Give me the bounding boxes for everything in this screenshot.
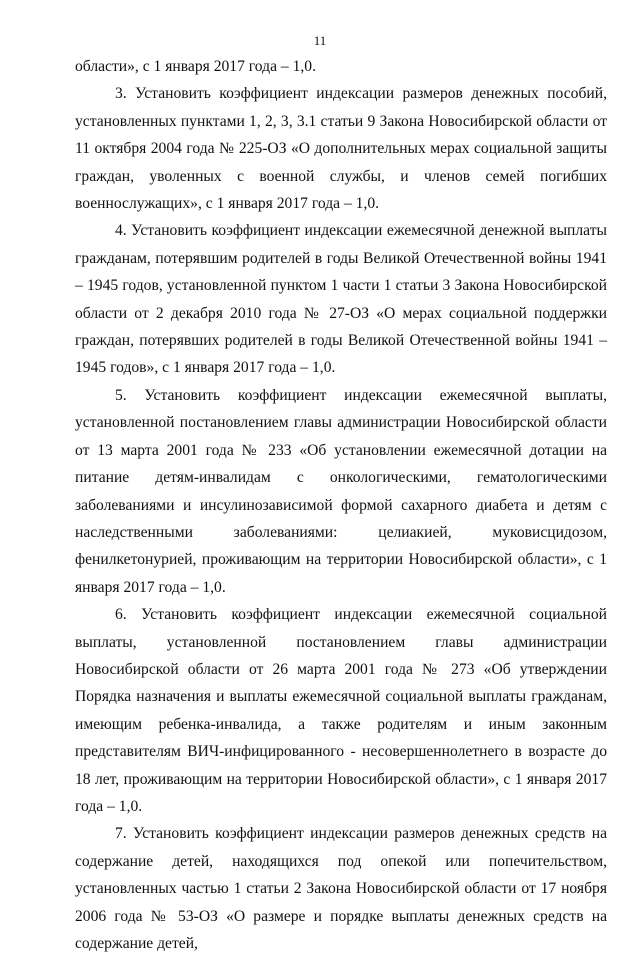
paragraph-item-6: 6. Установить коэффициент индексации ежемесячной социальной выплаты, установленной постановлением главы администрации Новосибирской области от 26 марта 2001 года № 273 «Об утверждении Порядка назначения и выплаты ежемесячной социальной выплаты гражданам, имеющим ребенка-инвалида, а также родителям и иным законным представителям ВИЧ-инфицированного - несовершеннолетнего в возрасте до 18 лет, проживающим на территории Новосибирской области», с 1 января 2017 года – 1,0. xyxy=(75,606,607,815)
paragraph-item-7: 7. Установить коэффициент индексации размеров денежных средств на содержание детей, находящихся под опекой или попечительством, установленных частью 1 статьи 2 Закона Новосибирской области от 17 ноября 2006 года № 53-ОЗ «О размере и порядке выплаты денежных средств на содержание детей, xyxy=(75,825,607,952)
page-number: 11 xyxy=(313,33,327,48)
paragraph-item-3: 3. Установить коэффициент индексации размеров денежных пособий, установленных пунктами 1, 2, 3, 3.1 статьи 9 Закона Новосибирской области от 11 октября 2004 года № 225-ОЗ «О дополнительных мерах социальной защиты граждан, уволенных с военной службы, и членов семей погибших военнослужащих», с 1 января 2017 года – 1,0. xyxy=(75,85,607,213)
document-body xyxy=(75,53,607,957)
paragraph-item-4: 4. Установить коэффициент индексации ежемесячной денежной выплаты гражданам, потерявшим родителей в годы Великой Отечественной войны 1941 – 1945 годов, установленной пунктом 1 части 1 статьи 3 Закона Новосибирской области от 2 декабря 2010 года № 27-ОЗ «О мерах социальной поддержки граждан, потерявших родителей в годы Великой Отечественной войны 1941 – 1945 годов», с 1 января 2017 года – 1,0. xyxy=(75,222,607,377)
paragraph-item-5: 5. Установить коэффициент индексации ежемесячной выплаты, установленной постановлением главы администрации Новосибирской области от 13 марта 2001 года № 233 «Об установлении ежемесячной дотации на питание детям-инвалидам с онкологическими, гематологическими заболеваниями и инсулинозависимой формой сахарного диабета и детям с наследственными заболеваниями: целиакией, муковисцидозом, фенилкетонурией, проживающим на территории Новосибирской области», с 1 января 2017 года – 1,0. xyxy=(75,386,607,596)
paragraph-continuation: области», с 1 января 2017 года – 1,0. xyxy=(75,58,316,75)
